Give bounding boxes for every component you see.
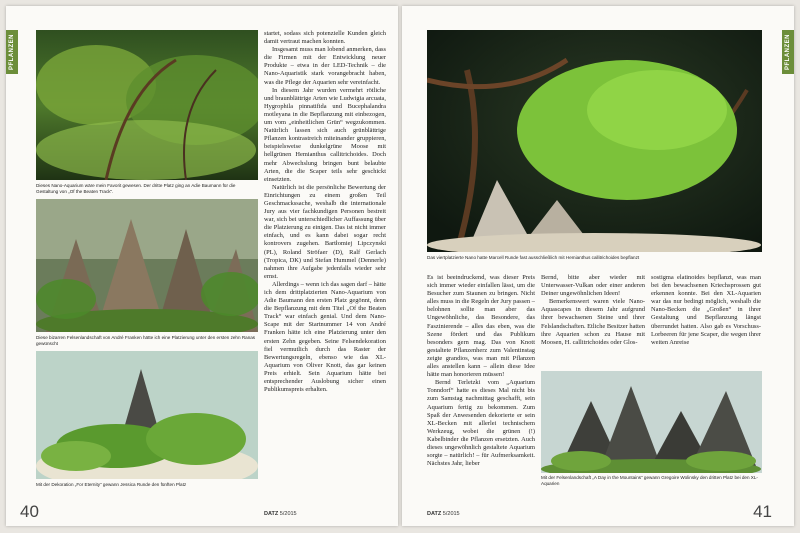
paragraph: startet, sodass sich potenzielle Kunden gleich damit vertraut machen konnten. bbox=[264, 30, 386, 46]
article-column bbox=[541, 274, 645, 347]
issue: 5/2015 bbox=[442, 511, 460, 517]
paragraph: sostigma elatinoides bepflanzt, was man bei den bewachsenen Kriechsprossen gut erkennen konnte. Bei den XL-Aquarien war das nur bedingt möglich, weshalb die Nano-Becken die „Großen“ in ihrer Gestaltung und Bepflanzung längst überrundet hatten. Also gab es Vorschuss-Lorbeeren für jene Scaper, die wegen ihrer weiten Anreise bbox=[651, 274, 761, 346]
photo-caption: Das viertplatzierte Nano hatte Marcell Runde fast ausschließlich mit Hemianthus callitrichoides bepflanzt bbox=[427, 255, 640, 260]
photo-caption: Diese bizarren Felsenlandschaft von André Franken hätte ich eine Platzierung unter den ersten zehn Ranas gewünscht bbox=[36, 335, 256, 346]
paragraph: Allerdings – wenn ich das sagen darf – hätte ich dem drittplatzierten Nano-Aquarium von Adie Baumann den ersten Platz gegönnt, denn die Bepflanzung mit dem Titel „Of the Beaten Track“ war einfach genial. Und dem Nano-Scape mit der Startnummer 14 von André Franken hätte ich eine Platzierung unter den ersten Zehn gegeben. Seine Felsendekoration fiel vermutlich durch das Raster der Bewertungsregeln, ebenso wie das XL-Aquarium von Oliver Knott, das gar keinen Preis erhielt. Sein Aquarium hätte bei entsprechender Auslobung sicher einen Publikumspreis erhalten. bbox=[264, 280, 386, 394]
article-column bbox=[651, 274, 761, 347]
article-column bbox=[427, 274, 535, 468]
right-page bbox=[402, 6, 794, 526]
paragraph: Bernd, bitte aber wieder mit Unterwasser-Vulkan oder einer anderen Deiner ungewöhnlichen Ideen! bbox=[541, 274, 645, 298]
magazine-name: DATZ bbox=[427, 511, 442, 517]
photo-caption: Dieses Nano-Aquarium wäre mein Favorit gewesen. Der dritte Platz ging an Adie Baumann für die Gestaltung von „Of the Beaten Track“. bbox=[36, 183, 236, 194]
left-page bbox=[6, 6, 398, 526]
section-tab: PFLANZEN bbox=[782, 30, 794, 74]
photo-rock-landscape-franken bbox=[36, 199, 258, 332]
paragraph: Bernd Terletzki vom „Aquarium Tonndorf“ hatte es dieses Mal nicht bis zum Samstag nachmittag geschafft, sein Aquarium fertig zu bekommen. Zum Spaß der Anwesenden dekorierte er sein XL-Becken mit allerlei technischem Werkzeug, wobei die grünen (!) Kabelbinder die Pflanzen ersetzten. Auch dieses ungewöhnlich gestaltete Aquarium sorgte – natürlich! – für Aufmerksamkeit. Nächstes Jahr, lieber bbox=[427, 379, 535, 468]
magazine-name: DATZ bbox=[264, 511, 279, 517]
issue: 5/2015 bbox=[279, 511, 297, 517]
paragraph: In diesem Jahr wurden vermehrt rötliche und braunblättrige Arten wie Ludwigia arcuata, Hygrophila pinnatifida und Bucephalandra motleyana in die Bepflanzung mit einbezogen, um vom „einheitlichen Grün“ wegzukommen. Natürlich lassen sich auch grünblättrige Pflanzen kontrastreich miteinander gruppieren, beispielsweise dunkelgrüne Moose mit hellgrünen Hemianthus callitrichoides. Doch mehr Abwechslung bringen bunt belaubte Arten, die die Scaper teils sehr geschickt einsetzten. bbox=[264, 86, 386, 183]
photo-caption: Mit der Dekoration „For Eternity“ gewann Jessica Runde den fünften Platz bbox=[36, 482, 187, 487]
photo-for-eternity-runde bbox=[36, 351, 258, 479]
page-number: 40 bbox=[20, 502, 39, 521]
section-tab: PFLANZEN bbox=[6, 30, 18, 74]
paragraph: Bemerkenswert waren viele Nano-Aquascapes in diesem Jahr aufgrund ihrer bewachsenen Steine und ihrer Felslandschaften. Etliche Besitzer hatten ihre Aquarien schon zu Hause mit Moosen, H. callitrichoides oder Glos- bbox=[541, 298, 645, 346]
page-footer bbox=[427, 511, 460, 517]
paragraph: Natürlich ist die persönliche Bewertung der Einrichtungen zu einem großen Teil Geschmackssache, weshalb die internationale Jury aus vier fachkundigen Personen bestreit war, sich bei unterschiedlicher Auffassung über die Platzierung zu einigen. Das ist nicht immer einfach, und es kann dabei sogar recht kontrovers zugehen. Bartłomiej Lipczynski (PL), Roland Ströfaer (D), Ralf Gerlach (Tropica, DK) und Stefan Hummel (Dennerle) nahmen ihre Aufgabe jedenfalls wieder sehr ernst. bbox=[264, 183, 386, 280]
photo-day-in-the-mountains-wolinsky bbox=[541, 371, 762, 473]
page-footer bbox=[264, 511, 297, 517]
photo-hemianthus-nano-runde bbox=[427, 30, 762, 252]
photo-caption: Mit der Felsenlandschaft „A Day in the Mountains“ gewann Gregoire Wolinsky den dritten Platz bei den XL-Aquarien bbox=[541, 475, 758, 486]
article-column bbox=[264, 30, 386, 394]
photo-nano-aquarium-baumann bbox=[36, 30, 258, 180]
page-number: 41 bbox=[753, 502, 772, 521]
paragraph: Insgesamt muss man lobend anmerken, dass die Firmen mit der Entwicklung neuer Produkte – etwa in der LED-Technik – die Nano-Aquaristik stark vorangebracht haben, was die Pflege der Aquarien sehr vereinfacht. bbox=[264, 46, 386, 86]
paragraph: Es ist beeindruckend, was dieser Preis sich immer wieder einfallen lässt, um die Besucher zum Staunen zu bringen. Nicht alles muss in die Regeln der Jury passen – belohnen sollte man aber das Ungewöhnliche, das Besondere, das Faszinierende – alles das eben, was die Szene fördert und das Publikum besonders gern mag. Das von Knott gestaltete Pflanzenherz zum Valentinstag zeigte grandios, was man mit Pflanzen alles anstellen kann – allein diese Idee hätte man honorieren müssen! bbox=[427, 274, 535, 379]
